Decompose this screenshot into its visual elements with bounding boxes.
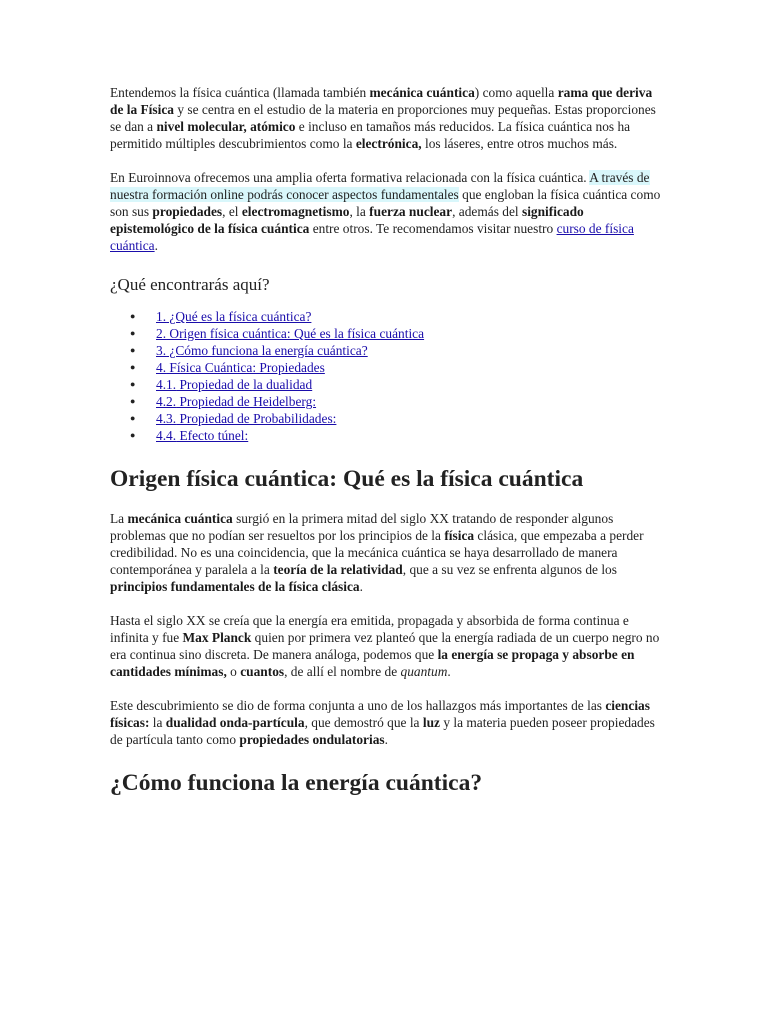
bold-text: mecánica cuántica — [127, 511, 233, 526]
toc-label: Origen física cuántica: Qué es la física cuántica — [166, 326, 425, 341]
toc-link[interactable] — [156, 326, 424, 341]
toc-number: 4. — [156, 360, 167, 375]
bold-text: física — [444, 528, 475, 543]
bold-text: fuerza nuclear — [369, 204, 453, 219]
toc-label: Efecto túnel: — [176, 428, 249, 443]
toc-number: 4.3. — [156, 411, 177, 426]
bold-text: electromagnetismo — [241, 204, 350, 219]
bold-text: cuantos — [240, 664, 285, 679]
text: , que a su vez se enfrenta algunos de los — [402, 562, 617, 577]
bold-text: luz — [422, 715, 440, 730]
toc-number: 3. — [156, 343, 167, 358]
toc-item — [156, 325, 662, 342]
toc-link[interactable] — [156, 309, 311, 324]
text: . — [447, 664, 451, 679]
text: , que demostró que la — [304, 715, 423, 730]
text: , el — [222, 204, 242, 219]
toc-number: 4.4. — [156, 428, 177, 443]
intro-paragraph — [110, 84, 662, 152]
toc-item — [156, 376, 662, 393]
text: e incluso en tamaños más reducidos. La física cuántica nos ha permitido múltiples descubrimientos como la — [110, 119, 631, 151]
bold-text: electrónica, — [355, 136, 422, 151]
toc-item — [156, 393, 662, 410]
section-heading-origin: Origen física cuántica: Qué es la física cuántica — [110, 466, 584, 492]
course-link[interactable]: curso de física cuántica — [110, 221, 634, 253]
bold-text: teoría de la relatividad — [273, 562, 403, 577]
text: quien por primera vez planteó que la energía radiada de un cuerpo negro no era continua sino discreta. De manera análoga, podemos que — [110, 630, 660, 662]
text: , la — [349, 204, 370, 219]
article — [110, 84, 662, 814]
offer-paragraph — [110, 169, 662, 254]
toc-number: 4.1. — [156, 377, 177, 392]
toc-label: ¿Cómo funciona la energía cuántica? — [166, 343, 368, 358]
toc-item — [156, 410, 662, 427]
text: Hasta el siglo XX se creía que la energía era emitida, propagada y absorbida de forma continua e infinita y fue — [110, 613, 629, 645]
toc-label: Propiedad de la dualidad — [176, 377, 313, 392]
text: que engloban la física cuántica como son sus — [110, 187, 661, 219]
text: o — [226, 664, 241, 679]
text: entre otros. Te recomendamos visitar nuestro — [309, 221, 557, 236]
bold-text: la energía se propaga y absorbe en cantidades mínimas, — [110, 647, 635, 679]
toc-label: Propiedad de Heidelberg: — [176, 394, 317, 409]
toc-link[interactable] — [156, 343, 368, 358]
text: En Euroinnova ofrecemos una amplia oferta formativa relacionada con la física cuántica. — [110, 170, 590, 185]
toc-item — [156, 342, 662, 359]
origin-paragraph-3 — [110, 697, 662, 748]
text: surgió en la primera mitad del siglo XX tratando de responder algunos problemas que no podían ser resueltos por los principios de la — [110, 511, 614, 543]
text: y la materia pueden poseer propiedades de partícula tanto como — [110, 715, 655, 747]
text: , además del — [452, 204, 522, 219]
bold-text: ciencias físicas: — [110, 698, 650, 730]
toc-link[interactable] — [156, 428, 248, 443]
section-heading-energy: ¿Cómo funciona la energía cuántica? — [110, 770, 483, 796]
bold-text: significado epistemológico de la física cuántica — [110, 204, 584, 236]
text: . — [359, 579, 363, 594]
text: ) como aquella — [474, 85, 558, 100]
bold-text: propiedades ondulatorias — [239, 732, 385, 747]
toc-item — [156, 427, 662, 444]
text: y se centra en el estudio de la materia en proporciones muy pequeñas. Estas proporciones se dan a — [110, 102, 656, 134]
text: La — [110, 511, 128, 526]
toc-label: ¿Qué es la física cuántica? — [166, 309, 312, 324]
bold-text: mecánica cuántica — [369, 85, 475, 100]
text: la — [149, 715, 166, 730]
bold-text: dualidad onda-partícula — [165, 715, 305, 730]
text: los láseres, entre otros muchos más. — [421, 136, 618, 151]
text: . — [154, 238, 158, 253]
toc-number: 4.2. — [156, 394, 177, 409]
toc-item — [156, 308, 662, 325]
bold-text: nivel molecular, atómico — [156, 119, 296, 134]
bold-text: propiedades — [152, 204, 223, 219]
bold-text: principios fundamentales de la física clásica — [110, 579, 360, 594]
bold-text: Max Planck — [182, 630, 252, 645]
toc-item — [156, 359, 662, 376]
toc-number: 2. — [156, 326, 167, 341]
origin-paragraph-2 — [110, 612, 662, 680]
toc-label: Física Cuántica: Propiedades — [166, 360, 325, 375]
toc-heading: ¿Qué encontrarás aquí? — [110, 275, 270, 294]
text: Este descubrimiento se dio de forma conjunta a uno de los hallazgos más importantes de las — [110, 698, 606, 713]
highlighted-text: A través de nuestra formación online podrás conocer aspectos fundamentales — [110, 170, 650, 202]
toc-link[interactable] — [156, 360, 325, 375]
text: , de allí el nombre de — [284, 664, 401, 679]
toc-number: 1. — [156, 309, 167, 324]
text: clásica, que empezaba a perder credibilidad. No es una coincidencia, que la mecánica cuántica se haya desarrollado de manera contemporánea y paralela a la — [110, 528, 644, 577]
toc-link[interactable] — [156, 394, 316, 409]
toc-link[interactable] — [156, 377, 312, 392]
text: Entendemos la física cuántica (llamada también — [110, 85, 370, 100]
toc-label: Propiedad de Probabilidades: — [176, 411, 337, 426]
table-of-contents — [110, 308, 662, 444]
bold-text: rama que deriva de la Física — [110, 85, 653, 117]
toc-link[interactable] — [156, 411, 336, 426]
italic-text: quantum — [400, 664, 448, 679]
origin-paragraph-1 — [110, 510, 662, 595]
text: . — [384, 732, 388, 747]
